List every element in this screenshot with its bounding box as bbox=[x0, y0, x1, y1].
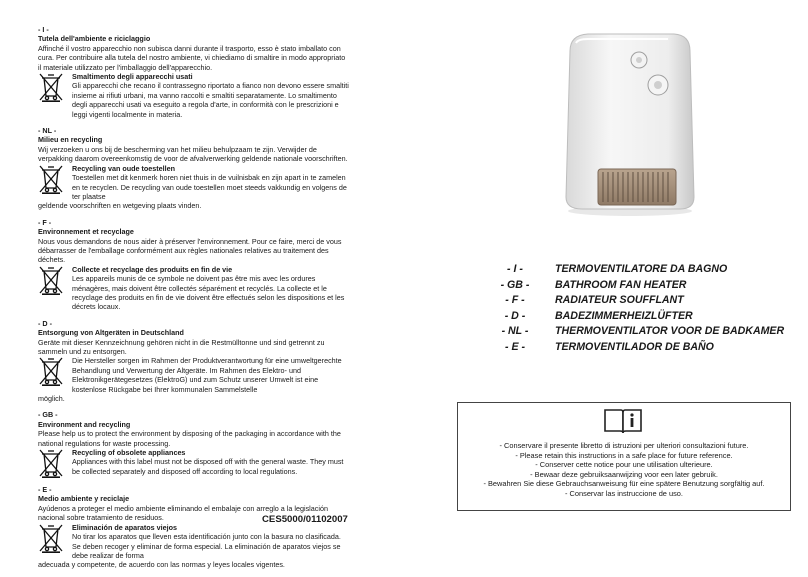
section-intro: Ayúdenos a proteger el medio ambiente eliminando el embalaje con arreglo a la legislación nacional sobre tratamiento de residuos. bbox=[38, 503, 328, 523]
disposal-body: Appliances with this label must not be disposed off with the general waste. They must be collected separately and disposed off according to local regulations. bbox=[72, 457, 344, 476]
recycling-section bbox=[38, 25, 350, 119]
title-language-code: - D - bbox=[504, 309, 526, 322]
product-titles bbox=[475, 262, 795, 356]
recycling-section bbox=[38, 319, 350, 404]
section-disposal-row bbox=[38, 164, 350, 202]
product-title: THERMOVENTILATOR VOOR DE BADKAMER bbox=[555, 325, 785, 338]
title-language-code: - F - bbox=[505, 294, 525, 307]
product-title-row bbox=[475, 324, 795, 340]
product-title: TERMOVENTILATORE DA BAGNO bbox=[555, 263, 728, 275]
section-intro: Geräte mit dieser Kennzeichnung gehören nicht in die Restmülltonne und sind getrennt zu sammeln und zu entsorgen. bbox=[38, 337, 325, 356]
disposal-body: Die Hersteller sorgen im Rahmen der Produktverantwortung für eine umweltgerechte Behandlung und Verwertung der Altgeräte. Im Rahmen des Elektro- und Elektronikgerätegesetzes (ElektroG) und zum Schutz unserer Umwelt ist eine kostenlose Rückgabe bei Ihrer kommunalen Sammelstelle bbox=[72, 356, 342, 394]
notice-line: - Conservar las instruccione de uso. bbox=[565, 488, 683, 498]
section-disposal-row bbox=[38, 72, 350, 119]
product-title: TERMOVENTILADOR DE BAÑO bbox=[555, 340, 714, 353]
section-intro: Please help us to protect the environment by disposing of the packaging in accordance with the national regulations for waste processing. bbox=[38, 429, 341, 448]
notice-line: - Conservare il presente libretto di istruzioni per ulteriori consultazioni future. bbox=[499, 441, 749, 450]
recycling-section bbox=[38, 410, 350, 478]
notice-box bbox=[457, 402, 791, 511]
product-title-row bbox=[475, 262, 795, 278]
disposal-text bbox=[72, 72, 350, 119]
crossed-bin-icon bbox=[38, 72, 68, 102]
disposal-text bbox=[72, 356, 350, 394]
section-title: Tutela dell'ambiente e riciclaggio bbox=[38, 34, 151, 44]
recycling-section bbox=[38, 485, 350, 570]
section-language-code: - D - bbox=[38, 318, 52, 328]
crossed-bin-icon bbox=[38, 448, 68, 478]
disposal-continuation: adecuada y competente, de acuerdo con las normas y leyes locales vigentes. bbox=[38, 560, 285, 570]
product-title-row bbox=[475, 309, 795, 325]
disposal-title: Recycling van oude toestellen bbox=[72, 163, 176, 173]
recycling-instructions bbox=[38, 25, 350, 577]
notice-line: - Conserver cette notice pour une utilisation ulterieure. bbox=[535, 460, 713, 470]
section-intro: Nous vous demandons de nous aider à préserver l'environnement. Pour ce faire, merci de vous débarrasser de l'emballage conformément aux règles nationales relatives au traitement des déchets. bbox=[38, 236, 342, 265]
section-disposal-row bbox=[38, 356, 350, 394]
disposal-title: Recycling of obsolete appliances bbox=[72, 448, 186, 458]
section-title: Entsorgung von Altgeräten in Deutschland bbox=[38, 328, 184, 338]
notice-line: - Please retain this instructions in a safe place for future reference. bbox=[515, 450, 733, 460]
product-title-row bbox=[475, 293, 795, 309]
document-code: CES5000/01102007 bbox=[262, 514, 348, 525]
disposal-continuation: geldende voorschriften en wetgeving plaats vinden. bbox=[38, 201, 202, 211]
section-disposal-row bbox=[38, 523, 350, 561]
product-title-row bbox=[475, 278, 795, 294]
section-intro: Wij verzoeken u ons bij de bescherming van het milieu behulpzaam te zijn. Verwijder de verpakking daarom overeenkomstig de voor de afvalverwerking geldende nationale voorschriften. bbox=[38, 144, 348, 164]
fan-heater-photo bbox=[548, 29, 708, 219]
disposal-title: Eliminación de aparatos viejos bbox=[72, 522, 178, 532]
title-language-code: - GB - bbox=[500, 278, 530, 291]
section-title: Environment and recycling bbox=[38, 419, 131, 429]
section-language-code: - GB - bbox=[38, 410, 58, 420]
title-language-code: - E - bbox=[504, 340, 525, 353]
disposal-title: Smaltimento degli apparecchi usati bbox=[72, 72, 193, 82]
section-intro: Affinché il vostro apparecchio non subisca danni durante il trasporto, esso è stato imballato con cura. Per contribuire alla tutela del nostro ambiente, vi chiediamo di smaltire in modo appropriato il materiale utilizzato per l'imballaggio dell'apparecchio. bbox=[38, 43, 346, 72]
section-title: Milieu en recycling bbox=[38, 135, 103, 145]
disposal-text bbox=[72, 523, 350, 561]
disposal-text bbox=[72, 448, 350, 476]
recycling-section bbox=[38, 126, 350, 211]
section-language-code: - F - bbox=[38, 217, 52, 227]
section-title: Environnement et recyclage bbox=[38, 227, 134, 237]
product-title: BATHROOM FAN HEATER bbox=[555, 278, 687, 291]
crossed-bin-icon bbox=[38, 523, 68, 553]
product-title-row bbox=[475, 340, 795, 356]
disposal-body: Toestellen met dit kenmerk horen niet thuis in de vuilnisbak en zijn apart in te zamelen en te recyclen. De recycling van oude toestellen moet steeds vakkundig en volgens de ter plaatse bbox=[72, 173, 347, 201]
disposal-continuation: möglich. bbox=[38, 394, 65, 404]
recycling-section bbox=[38, 218, 350, 312]
notice-line: - Bewahren Sie diese Gebrauchsanweisung für eine spätere Benutzung sorgfältig auf. bbox=[483, 479, 765, 489]
crossed-bin-icon bbox=[38, 164, 68, 194]
disposal-title: Collecte et recyclage des produits en fin de vie bbox=[72, 264, 233, 274]
disposal-text bbox=[72, 164, 350, 202]
disposal-body: No tirar los aparatos que lleven esta identificación junto con la basura no clasificada. Se deben recoger y eliminar de forma especial. La eliminación de aparatos viejos se debe realizar de forma bbox=[72, 532, 341, 560]
disposal-text bbox=[72, 265, 350, 312]
section-title: Medio ambiente y reciclaje bbox=[38, 494, 130, 504]
disposal-body: Les appareils munis de ce symbole ne doivent pas être mis avec les ordures ménagères, mais doivent être collectés séparément et recyclés. La collecte et le recyclage des produits en fin de vie doivent être effectués selon les dispositions et les décrets locaux. bbox=[72, 274, 345, 312]
product-title: BADEZIMMERHEIZLÜFTER bbox=[555, 309, 693, 322]
title-language-code: - I - bbox=[507, 263, 523, 275]
section-disposal-row bbox=[38, 265, 350, 312]
crossed-bin-icon bbox=[38, 356, 68, 386]
info-book-icon bbox=[603, 407, 643, 435]
crossed-bin-icon bbox=[38, 265, 68, 295]
notice-line: - Bewaar deze gebruiksaanwijzing voor een later gebruik. bbox=[530, 469, 718, 479]
section-disposal-row bbox=[38, 448, 350, 478]
product-title: RADIATEUR SOUFFLANT bbox=[555, 294, 684, 307]
title-language-code: - NL - bbox=[501, 325, 529, 338]
section-language-code: - E - bbox=[38, 485, 52, 495]
disposal-body: Gli apparecchi che recano il contrassegno riportato a fianco non devono essere smaltiti insieme ai rifiuti urbani, ma vanno raccolti e smaltiti separatamente. Lo smaltimento degli apparecchi usati va eseguito a regola d'arte, in conformità con le prescrizioni e leggi vigenti localmente in materia. bbox=[72, 81, 349, 119]
section-language-code: - I - bbox=[38, 25, 49, 34]
section-language-code: - NL - bbox=[38, 126, 57, 136]
